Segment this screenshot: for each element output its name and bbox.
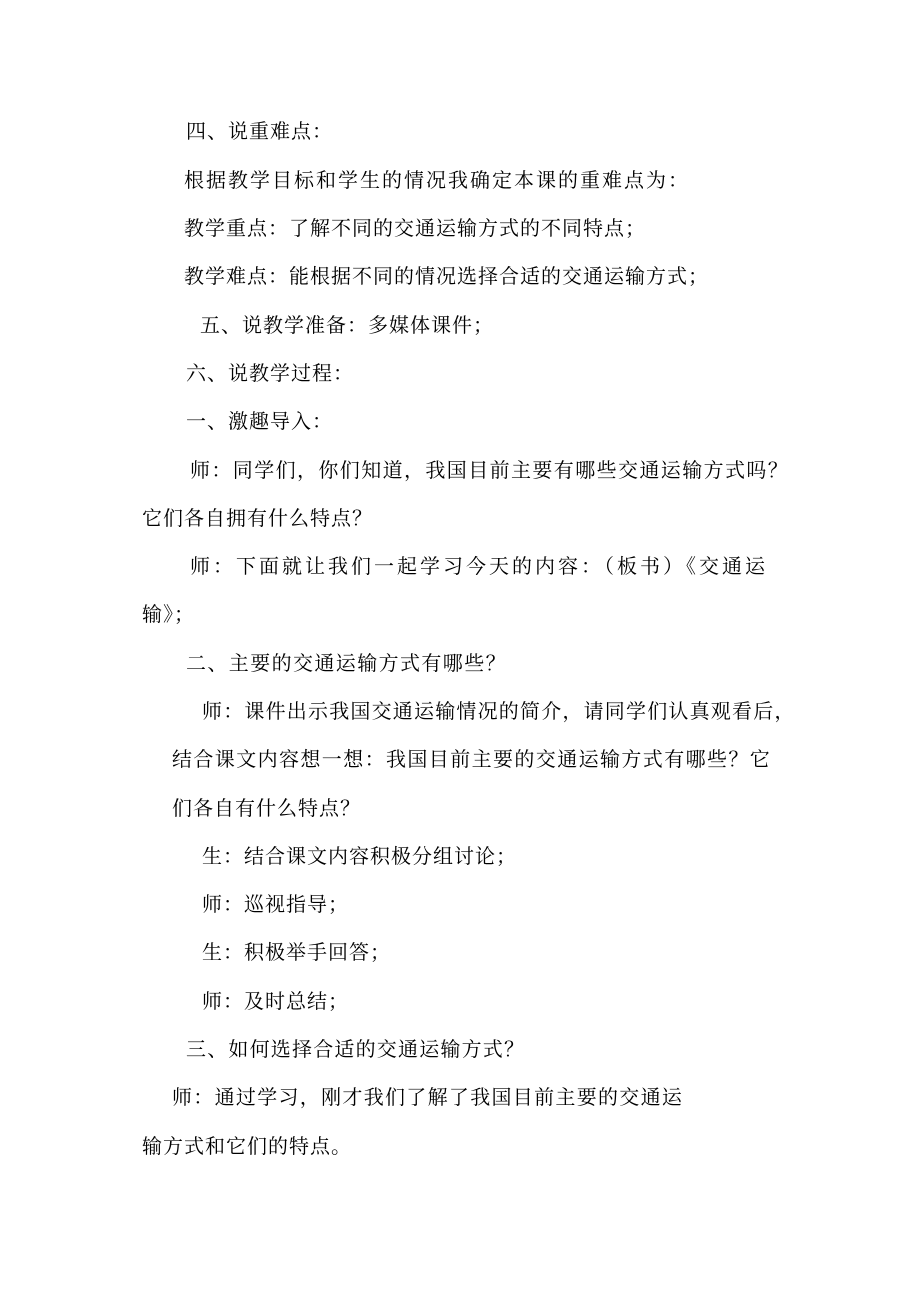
paragraph-teaching-difficulty: 教学难点：能根据不同的情况选择合适的交通运输方式；	[184, 264, 709, 288]
paragraph-courseware: 师：课件出示我国交通运输情况的简介，请同学们认真观看后，	[202, 699, 796, 723]
heading-key-difficult-points: 四、说重难点：	[186, 119, 333, 143]
paragraph-teacher-guide: 师：巡视指导；	[202, 892, 349, 916]
paragraph-teacher-learned: 师：通过学习，刚才我们了解了我国目前主要的交通运	[172, 1085, 684, 1109]
paragraph-teacher-question-cont: 它们各自拥有什么特点？	[142, 506, 373, 530]
paragraph-courseware-cont: 结合课文内容想一想：我国目前主要的交通运输方式有哪些？它	[172, 747, 772, 771]
paragraph-teacher-summary: 师：及时总结；	[202, 989, 349, 1013]
paragraph-teacher-board: 师：下面就让我们一起学习今天的内容：（板书）《交通运	[190, 554, 768, 578]
heading-teaching-preparation: 五、说教学准备：多媒体课件；	[200, 313, 494, 337]
paragraph-courseware-end: 们各自有什么特点？	[172, 796, 361, 820]
heading-step-one: 一、激趣导入：	[186, 409, 333, 433]
heading-teaching-process: 六、说教学过程：	[186, 361, 354, 385]
paragraph-teacher-learned-cont: 输方式和它们的特点。	[142, 1134, 352, 1158]
paragraph-teaching-focus: 教学重点：了解不同的交通运输方式的不同特点；	[184, 216, 646, 240]
paragraph-student-answer: 生：积极举手回答；	[202, 940, 391, 964]
heading-step-three: 三、如何选择合适的交通运输方式？	[186, 1037, 526, 1061]
heading-step-two: 二、主要的交通运输方式有哪些？	[186, 651, 507, 675]
paragraph-teacher-question: 师：同学们，你们知道，我国目前主要有哪些交通运输方式吗？	[190, 458, 790, 482]
paragraph-teacher-board-cont: 输》；	[142, 602, 195, 626]
paragraph-intro-key-points: 根据教学目标和学生的情况我确定本课的重难点为：	[184, 168, 690, 192]
paragraph-student-discuss: 生：结合课文内容积极分组讨论；	[202, 844, 517, 868]
